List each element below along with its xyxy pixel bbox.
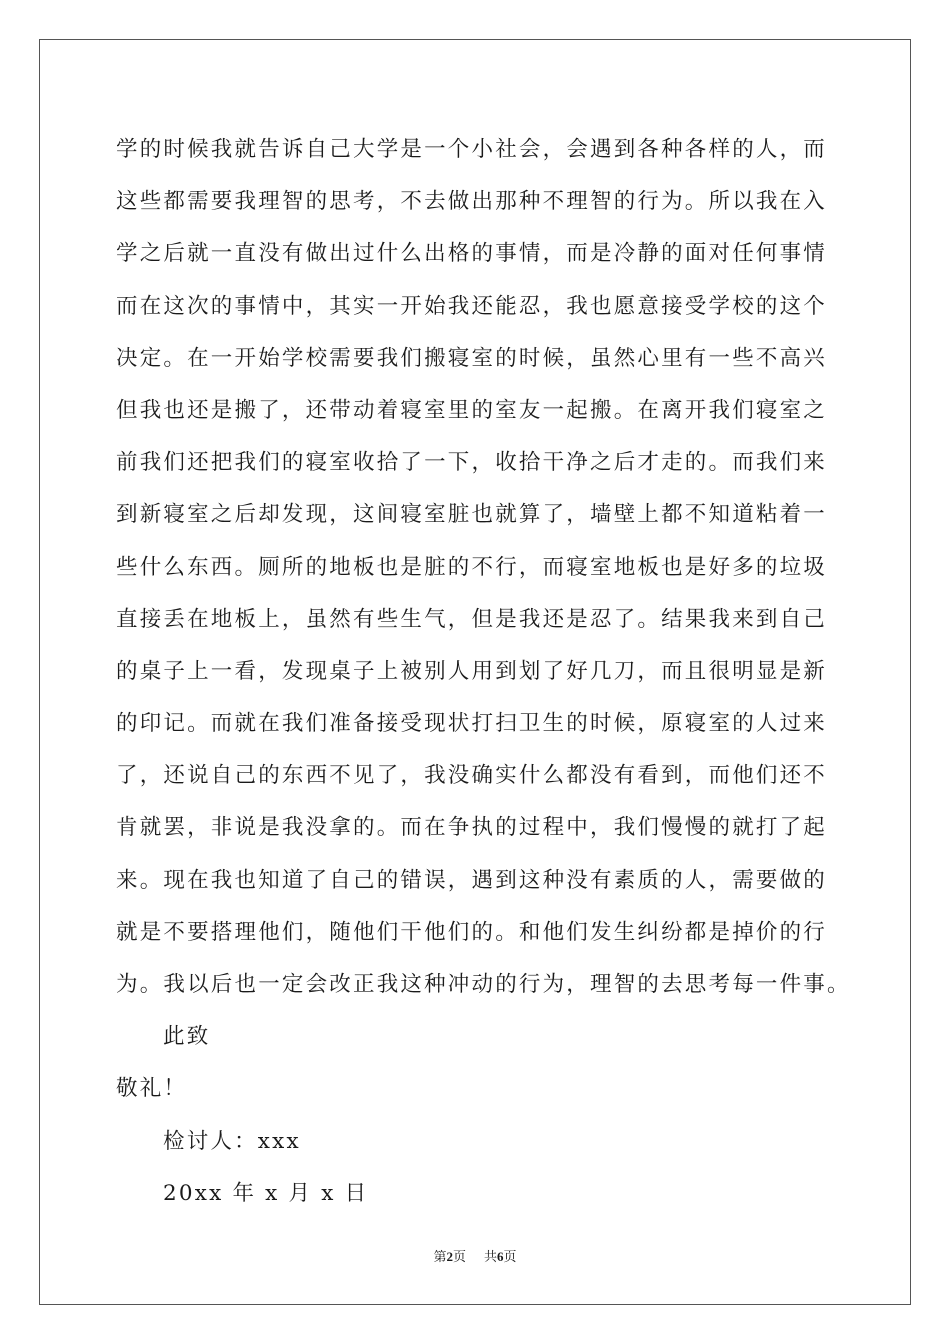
body-line-2: 这些都需要我理智的思考，不去做出那种不理智的行为。所以我在入 — [116, 189, 828, 215]
body-line-17: 为。我以后也一定会改正我这种冲动的行为，理智的去思考每一件事。 — [116, 972, 851, 997]
body-line-9: 些什么东西。厕所的地板也是脏的不行，而寝室地板也是好多的垃圾 — [116, 554, 828, 580]
body-line-13: 了，还说自己的东西不见了，我没确实什么都没有看到，而他们还不 — [116, 763, 828, 789]
body-line-14: 肯就罢，非说是我没拿的。而在争执的过程中，我们慢慢的就打了起 — [116, 815, 828, 841]
body-line-6: 但我也还是搬了，还带动着寝室里的室友一起搬。在离开我们寝室之 — [116, 397, 828, 423]
closing-respect: 敬礼！ — [116, 1076, 188, 1102]
body-line-8: 到新寝室之后却发现，这间寝室脏也就算了，墙壁上都不知道粘着一 — [116, 502, 828, 528]
page-suffix: 页 — [452, 1250, 466, 1265]
body-line-11: 的桌子上一看，发现桌子上被别人用到划了好几刀，而且很明显是新 — [116, 658, 828, 684]
body-line-4: 而在这次的事情中，其实一开始我还能忍，我也愿意接受学校的这个 — [116, 293, 828, 319]
closing-salutation: 此致 — [163, 1024, 211, 1050]
page-prefix: 第 — [433, 1250, 447, 1265]
total-suffix: 页 — [503, 1250, 517, 1265]
date: 20xx 年 x 月 x 日 — [163, 1180, 369, 1206]
body-line-12: 的印记。而就在我们准备接受现状打扫卫生的时候，原寝室的人过来 — [116, 711, 828, 737]
page-number: 2 — [446, 1249, 453, 1264]
body-line-10: 直接丢在地板上，虽然有些生气，但是我还是忍了。结果我来到自己 — [116, 606, 828, 632]
body-line-16: 就是不要搭理他们，随他们干他们的。和他们发生纠纷都是掉价的行 — [116, 919, 828, 945]
body-line-15: 来。现在我也知道了自己的错误，遇到这种没有素质的人，需要做的 — [116, 867, 828, 893]
body-line-1: 学的时候我就告诉自己大学是一个小社会，会遇到各种各样的人，而 — [116, 137, 828, 162]
total-pages: 6 — [497, 1249, 504, 1264]
total-prefix: 共 — [484, 1250, 498, 1265]
body-line-7: 前我们还把我们的寝室收拾了一下，收拾干净之后才走的。而我们来 — [116, 450, 828, 476]
page-footer — [0, 1248, 950, 1267]
document-body — [116, 124, 856, 1220]
body-line-5: 决定。在一开始学校需要我们搬寝室的时候，虽然心里有一些不高兴 — [116, 345, 828, 371]
signature: 检讨人：xxx — [163, 1128, 301, 1154]
body-line-3: 学之后就一直没有做出过什么出格的事情，而是冷静的面对任何事情 — [116, 241, 828, 267]
